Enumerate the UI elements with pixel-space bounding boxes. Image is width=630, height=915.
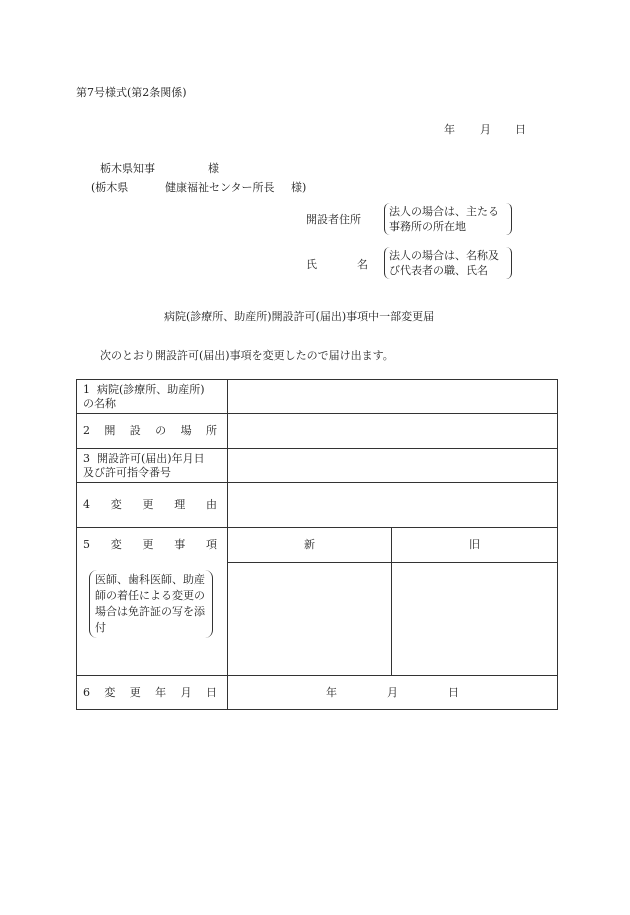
intro-text: 次のとおり開設許可(届出)事項を変更したので届け出ます。 (100, 349, 394, 362)
facility-name-field[interactable] (228, 380, 558, 414)
date-month-label: 月 (480, 123, 491, 136)
new-value-field[interactable] (228, 563, 392, 676)
change-date-field[interactable] (228, 676, 558, 710)
row5-label: 5 変 更 事 項 医師、歯科医師、助産師の着任による変更の場合は免許証の写を添付 (77, 528, 228, 676)
row3-label: 3 開設許可(届出)年月日 及び許可指令番号 (77, 449, 228, 483)
table-row (77, 449, 558, 483)
date-year-label: 年 (444, 123, 455, 136)
row3-label-b: 及び許可指令番号 (83, 465, 171, 479)
row1-label-b: の名称 (83, 396, 116, 410)
change-date-day: 日 (448, 685, 459, 699)
old-value-field[interactable] (392, 563, 558, 676)
old-column-header: 旧 (392, 528, 558, 563)
applicant-name-label-2: 名 (357, 258, 368, 271)
table-row (77, 676, 558, 710)
table-row (77, 528, 558, 563)
new-column-header: 新 (228, 528, 392, 563)
application-table (76, 379, 558, 710)
row3-label-a: 開設許可(届出)年月日 (97, 451, 205, 465)
addressee-honorific: 様 (208, 162, 219, 175)
addressee-center-director: 健康福祉センター所長 (165, 181, 275, 194)
row6-label: 6 変 更 年 月 日 (77, 676, 228, 710)
facility-location-field[interactable] (228, 414, 558, 449)
row2-label: 2 開 設 の 場 所 (77, 414, 228, 449)
table-row (77, 380, 558, 414)
row1-label-a: 病院(診療所、助産所) (97, 382, 205, 396)
row1-label: 1 病院(診療所、助産所) の名称 (77, 380, 228, 414)
change-reason-field[interactable] (228, 483, 558, 528)
addressee-governor: 栃木県知事 (100, 162, 155, 175)
license-copy-note: 医師、歯科医師、助産師の着任による変更の場合は免許証の写を添付 (89, 570, 213, 638)
table-row (77, 414, 558, 449)
applicant-address-label: 開設者住所 (306, 213, 361, 226)
applicant-name-label-1: 氏 (306, 258, 317, 271)
change-date-month: 月 (387, 685, 398, 699)
change-date-year: 年 (326, 685, 337, 699)
table-row (77, 483, 558, 528)
form-number: 第7号様式(第2条関係) (76, 86, 187, 99)
permit-date-number-field[interactable] (228, 449, 558, 483)
date-day-label: 日 (515, 123, 526, 136)
addressee-line2-open: (栃木県 (91, 181, 129, 194)
document-title: 病院(診療所、助産所)開設許可(届出)事項中一部変更届 (164, 310, 435, 323)
row4-label: 4 変 更 理 由 (77, 483, 228, 528)
addressee-line2-close: 様) (291, 181, 307, 194)
applicant-name-note: 法人の場合は、名称及び代表者の職、氏名 (384, 247, 512, 279)
applicant-address-note: 法人の場合は、主たる事務所の所在地 (384, 203, 512, 235)
